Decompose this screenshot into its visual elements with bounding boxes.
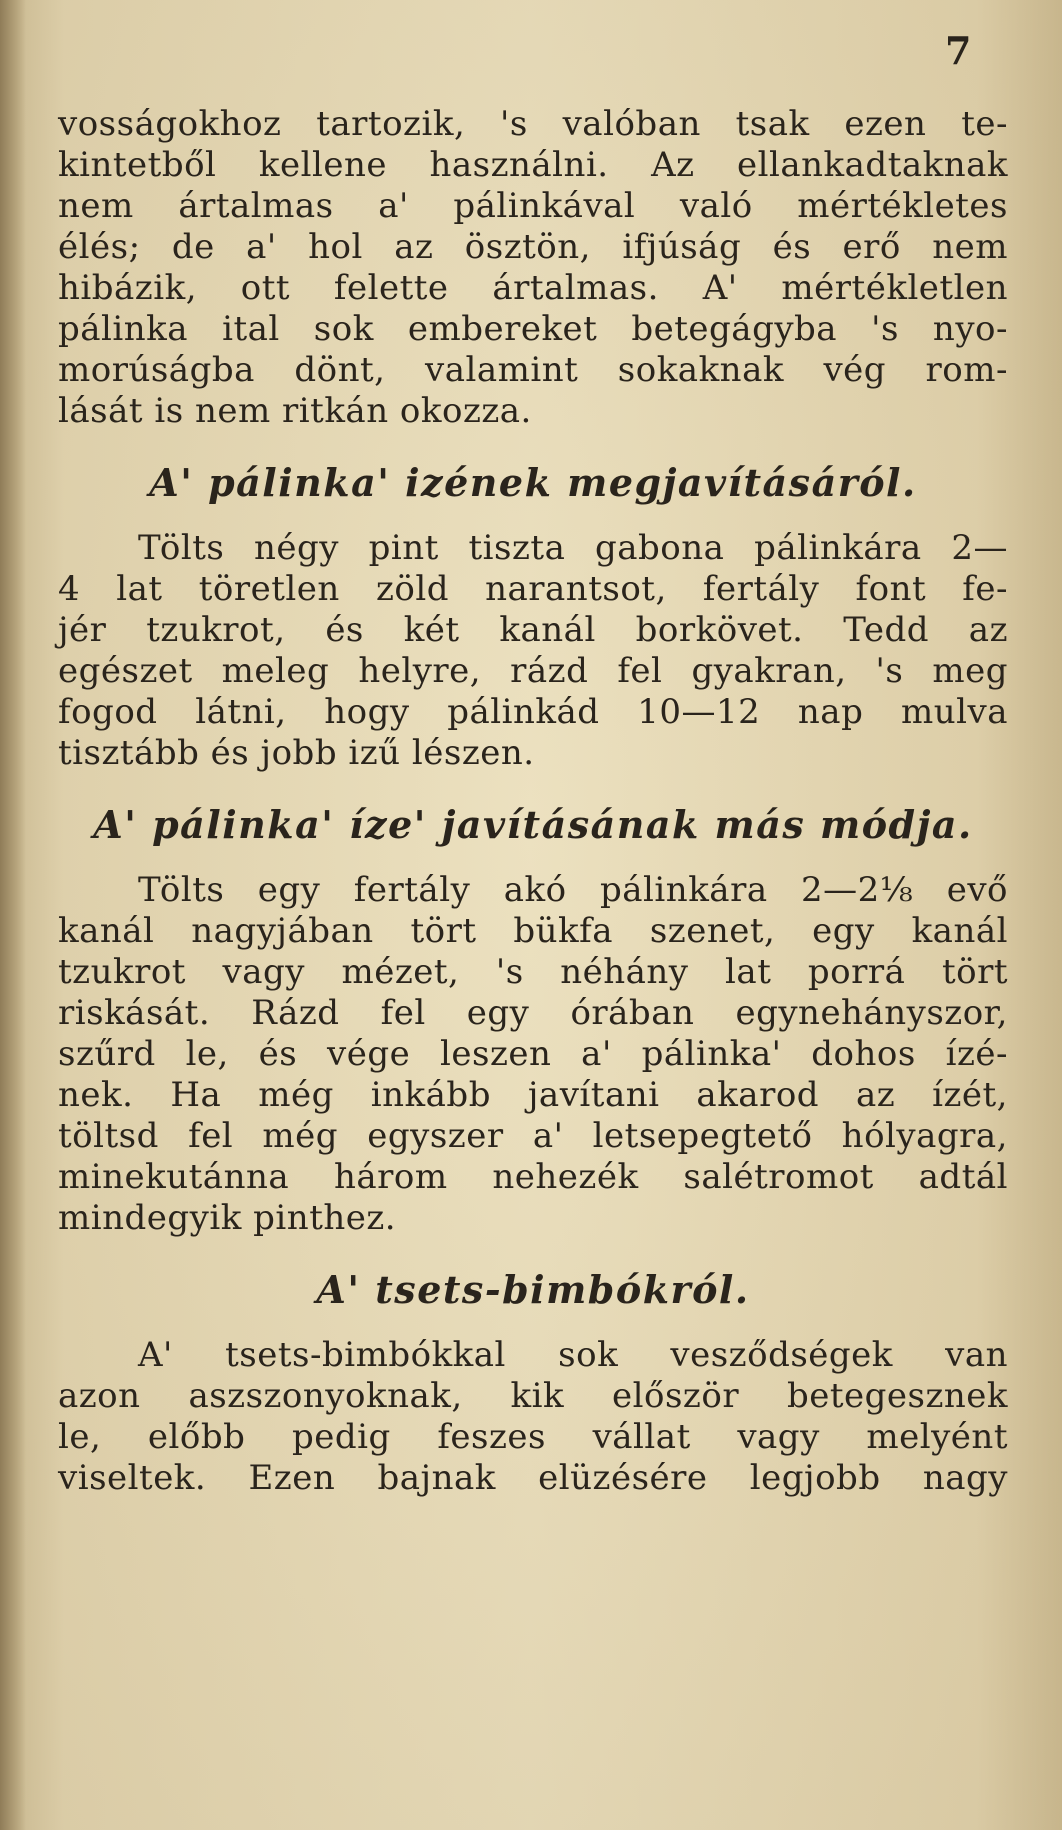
text-line: minekutánna három nehezék salétromot adtál [58, 1157, 1008, 1197]
text-line: élés; de a' hol az ösztön, ifjúság és erő nem [58, 227, 1008, 267]
section-paragraph [58, 870, 1008, 1239]
text-line: nek. Ha még inkább javítani akarod az ízét, [58, 1075, 1008, 1115]
text-line: lását is nem ritkán okozza. [58, 391, 532, 431]
text-line: tisztább és jobb izű lészen. [58, 733, 535, 773]
page-body [58, 104, 1008, 1499]
section-heading: A' pálinka' izének megjavításáról. [149, 460, 917, 505]
section-paragraph [58, 1335, 1008, 1499]
text-line: riskását. Rázd fel egy órában egynehányszor, [58, 993, 1008, 1033]
text-line: A' tsets-bimbókkal sok vesződségek van [138, 1335, 1008, 1375]
section-heading: A' tsets-bimbókról. [316, 1267, 750, 1312]
text-line: Tölts egy fertály akó pálinkára 2—2⅛ evő [138, 870, 1008, 910]
text-line: le, előbb pedig feszes vállat vagy melyént [58, 1417, 1008, 1457]
text-line: azon aszszonyoknak, kik először betegesznek [58, 1376, 1008, 1416]
text-line: szűrd le, és vége leszen a' pálinka' dohos ízé- [58, 1034, 1008, 1074]
text-line: nem ártalmas a' pálinkával való mértékletes [58, 186, 1008, 226]
text-line: morúságba dönt, valamint sokaknak vég rom- [58, 350, 1008, 390]
text-line: töltsd fel még egyszer a' letsepegtető hólyagra, [58, 1116, 1008, 1156]
opening-paragraph [58, 104, 1008, 432]
text-line: 4 lat töretlen zöld narantsot, fertály font fe- [58, 569, 1008, 609]
text-line: egészet meleg helyre, rázd fel gyakran, 's meg [58, 651, 1008, 691]
text-line: tzukrot vagy mézet, 's néhány lat porrá tört [58, 952, 1008, 992]
text-line: kintetből kellene használni. Az ellankadtaknak [58, 145, 1008, 185]
text-line: fogod látni, hogy pálinkád 10—12 nap mulva [58, 692, 1008, 732]
text-line: vosságokhoz tartozik, 's valóban tsak ezen te- [58, 104, 1008, 144]
section-heading: A' pálinka' íze' javításának más módja. [93, 802, 973, 847]
text-line: hibázik, ott felette ártalmas. A' mértékletlen [58, 268, 1008, 308]
page-number: 7 [945, 28, 972, 73]
section-paragraph [58, 528, 1008, 774]
text-line: pálinka ital sok embereket betegágyba 's nyo- [58, 309, 1008, 349]
text-line: Tölts négy pint tiszta gabona pálinkára 2— [138, 528, 1008, 568]
text-line: mindegyik pinthez. [58, 1198, 397, 1238]
text-line: jér tzukrot, és két kanál borkövet. Tedd az [58, 610, 1008, 650]
text-line: viseltek. Ezen bajnak elüzésére legjobb nagy [58, 1458, 1008, 1498]
page-gutter-shadow [0, 0, 26, 1830]
text-line: kanál nagyjában tört bükfa szenet, egy kanál [58, 911, 1008, 951]
